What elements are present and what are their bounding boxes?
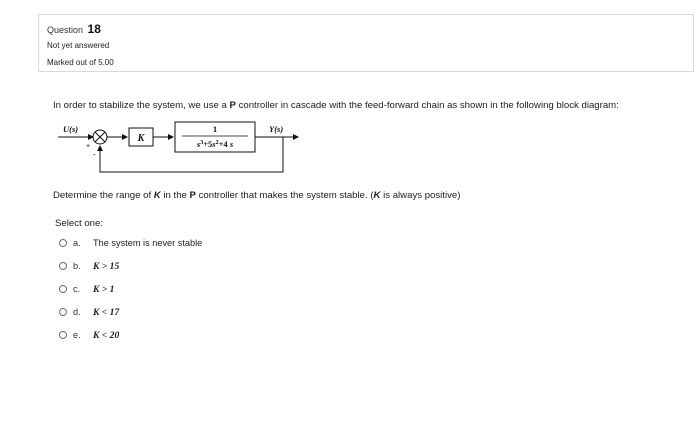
block-diagram (55, 118, 305, 180)
input-label: U(s) (63, 124, 79, 134)
question-text-2: in the (160, 190, 190, 201)
question-text (53, 190, 460, 201)
minus-sign: - (93, 150, 96, 159)
option-d[interactable] (59, 305, 119, 319)
option-e[interactable] (59, 328, 119, 342)
option-b[interactable] (59, 259, 119, 273)
option-a[interactable] (59, 236, 202, 250)
radio-button-c[interactable] (59, 285, 67, 293)
question-marks: Marked out of 5.00 (47, 58, 114, 67)
question-controller-p: P (189, 190, 196, 201)
option-letter: d. (73, 307, 81, 317)
output-label: Y(s) (269, 124, 284, 134)
option-letter: c. (73, 284, 81, 294)
option-text: K > 15 (93, 260, 120, 272)
option-c[interactable] (59, 282, 114, 296)
question-text-3: controller that makes the system stable. ( (195, 190, 374, 201)
prompt-controller-p: P (229, 100, 236, 111)
radio-button-a[interactable] (59, 239, 67, 247)
summing-junction (93, 130, 107, 144)
question-title (47, 22, 101, 36)
prompt-text: In order to stabilize the system, we use a (53, 100, 230, 111)
prompt-text-rest: controller in cascade with the feed-forward chain as shown in the following block diagram: (235, 100, 619, 111)
radio-button-d[interactable] (59, 308, 67, 316)
plant-denominator: $s^3+5s^2+4$ s (196, 139, 234, 149)
plant-numerator: 1 (212, 124, 218, 134)
question-prompt (53, 100, 619, 111)
question-text-1: Determine the range of (53, 190, 154, 201)
option-text: K < 17 (93, 306, 120, 318)
plus-sign: + (86, 143, 91, 150)
question-info-panel (38, 14, 694, 72)
question-number: 18 (87, 22, 101, 36)
option-text: The system is never stable (93, 238, 203, 248)
question-state: Not yet answered (47, 41, 110, 50)
radio-button-b[interactable] (59, 262, 67, 270)
question-k-1: K (153, 190, 161, 201)
option-letter: a. (73, 238, 81, 248)
option-text: K < 20 (93, 329, 120, 341)
question-k-2: K (373, 190, 381, 201)
question-label: Question (47, 25, 84, 35)
option-text: K > 1 (93, 283, 115, 295)
select-one-label: Select one: (55, 218, 104, 229)
question-text-4: is always positive) (380, 190, 461, 201)
radio-button-e[interactable] (59, 331, 67, 339)
option-letter: b. (73, 261, 81, 271)
controller-label: K (137, 133, 145, 144)
option-letter: e. (73, 330, 81, 340)
